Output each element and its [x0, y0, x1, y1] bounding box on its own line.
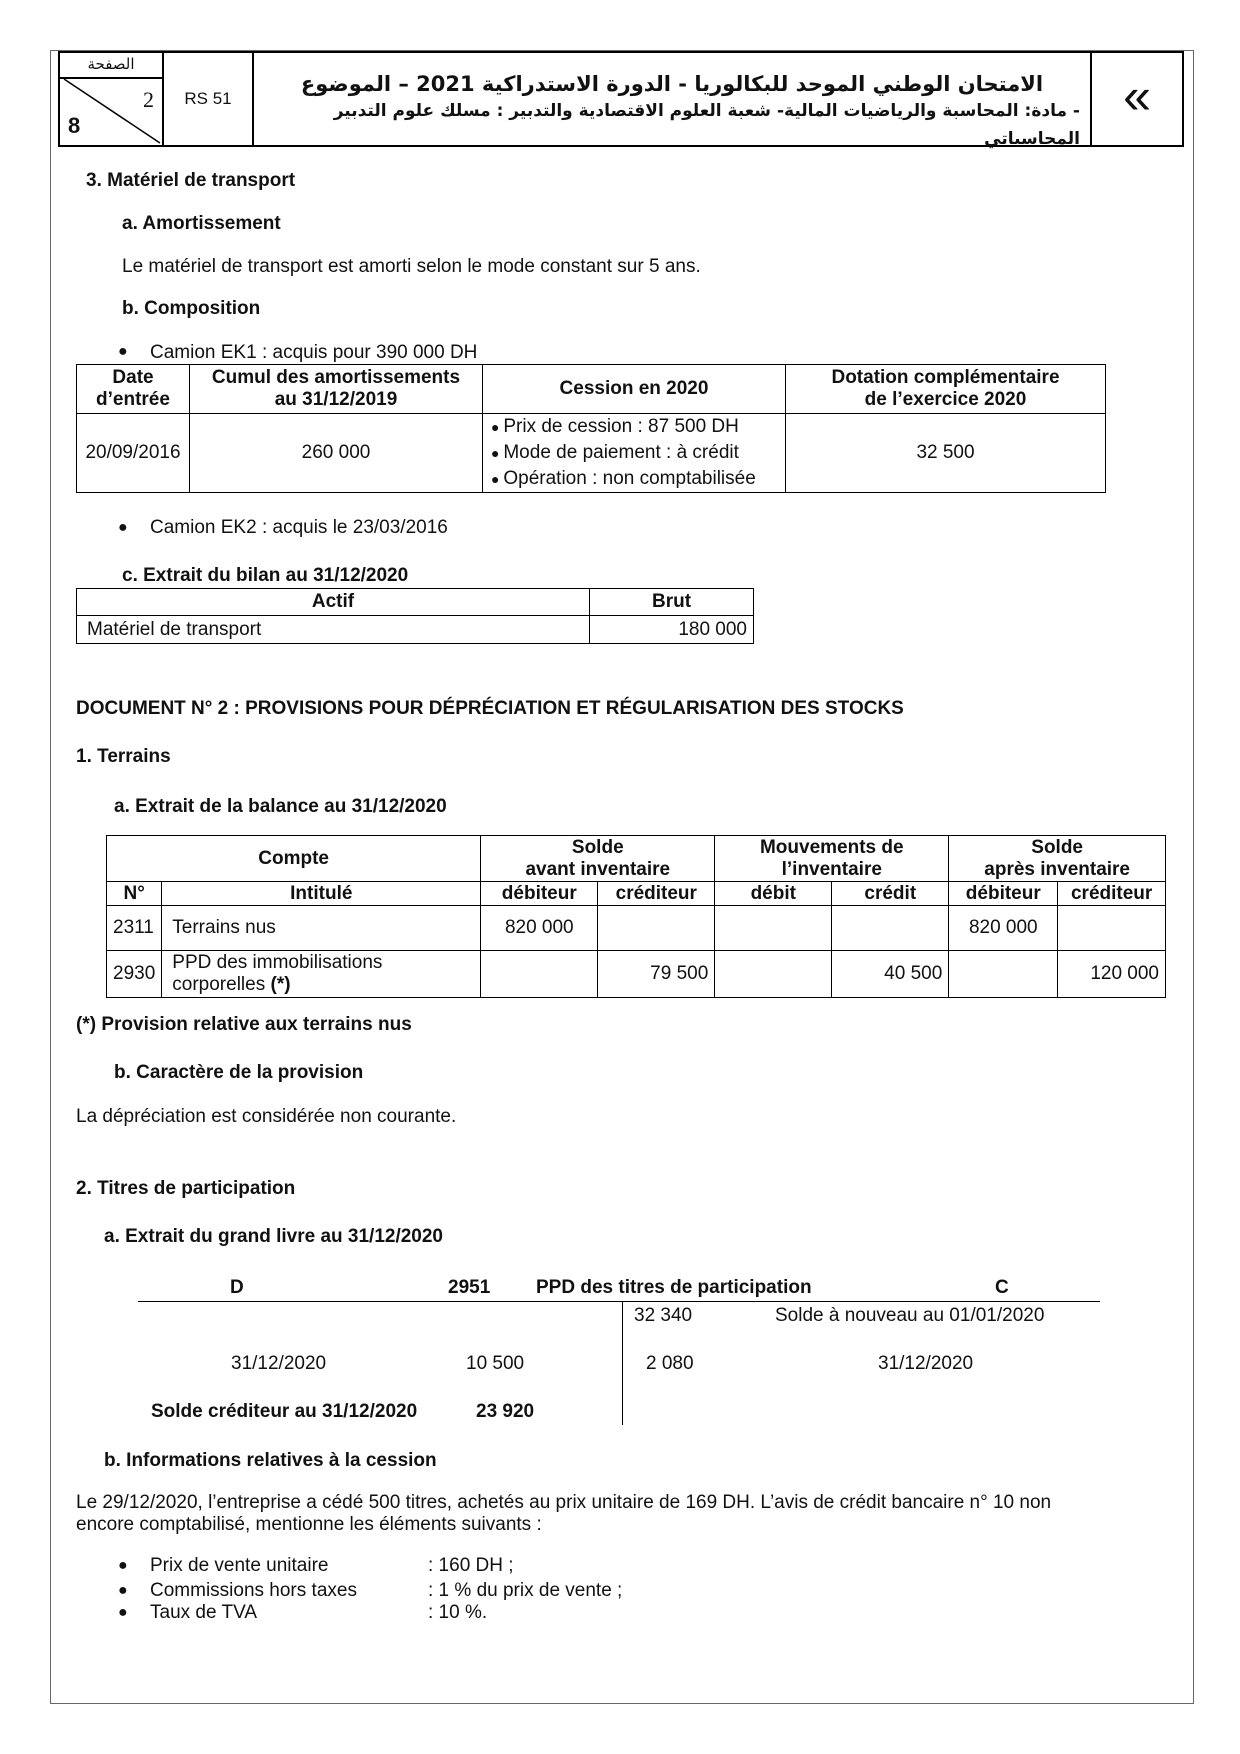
- ledger-date: 31/12/2020: [231, 1353, 327, 1374]
- bullet-icon: ●: [118, 1557, 128, 1574]
- table-header: débiteur: [481, 882, 598, 906]
- bullet-icon: ●: [118, 343, 128, 360]
- ledger-balance-label: Solde créditeur au 31/12/2020: [151, 1401, 418, 1422]
- table-cell: 32 500: [786, 414, 1106, 493]
- table-cell: PPD des immobilisations corporelles (*): [162, 951, 481, 998]
- ledger-account-number: 2951: [448, 1277, 491, 1298]
- table-cell: 820 000: [949, 906, 1058, 951]
- table-header: Brut: [590, 589, 754, 616]
- paragraph: La dépréciation est considérée non courante.: [76, 1106, 457, 1127]
- list-item: Camion EK1 : acquis pour 390 000 DH: [150, 342, 478, 363]
- ledger-debit-label: D: [230, 1277, 244, 1298]
- exam-header: [58, 51, 1184, 147]
- table-cell: [832, 906, 949, 951]
- table-cell: [949, 951, 1058, 998]
- subsection-title: a. Extrait du grand livre au 31/12/2020: [104, 1226, 443, 1247]
- table-cell: Terrains nus: [162, 906, 481, 951]
- bullet-icon: ●: [491, 445, 504, 461]
- table-header: Solde après inventaire: [949, 836, 1166, 882]
- table-cell: 40 500: [832, 951, 949, 998]
- ledger-credit-label: C: [995, 1277, 1009, 1298]
- table-cell: 2311: [107, 906, 162, 951]
- exam-logo: «: [1123, 68, 1151, 124]
- table-header: Mouvements de l’inventaire: [715, 836, 949, 882]
- table-cell: 2930: [107, 951, 162, 998]
- subsection-title: b. Caractère de la provision: [114, 1062, 364, 1083]
- paragraph: Le 29/12/2020, l’entreprise a cédé 500 titres, achetés au prix unitaire de 169 DH. L’avis de crédit bancaire n° 10 non: [76, 1492, 1052, 1513]
- exam-title: [254, 53, 1092, 149]
- ledger-label: Solde à nouveau au 01/01/2020: [775, 1305, 1045, 1326]
- table-header: Dotation complémentaire de l’exercice 2020: [786, 365, 1106, 414]
- bullet-icon: ●: [118, 519, 128, 536]
- list-item-value: : 10 %.: [428, 1602, 488, 1623]
- table-note: (*) Provision relative aux terrains nus: [76, 1014, 412, 1035]
- bullet-icon: ●: [491, 471, 504, 487]
- table-cell: [1058, 906, 1166, 951]
- balance-table: [106, 835, 1166, 998]
- ledger-amount: 10 500: [466, 1353, 525, 1374]
- ledger-date: 31/12/2020: [878, 1353, 974, 1374]
- table-header: Intitulé: [162, 882, 481, 906]
- paragraph: encore comptabilisé, mentionne les éléments suivants :: [76, 1514, 542, 1535]
- ledger-account-name: PPD des titres de participation: [536, 1277, 812, 1298]
- document-title: DOCUMENT N° 2 : PROVISIONS POUR DÉPRÉCIATION ET RÉGULARISATION DES STOCKS: [76, 698, 904, 719]
- ledger-vertical-line: [622, 1301, 623, 1425]
- list-item-value: : 160 DH ;: [428, 1555, 514, 1576]
- bilan-table: [76, 588, 754, 644]
- table-cell: 260 000: [190, 414, 483, 493]
- page-number-box: [60, 53, 164, 145]
- table-header: créditeur: [1058, 882, 1166, 906]
- table-cell: 20/09/2016: [77, 414, 190, 493]
- table-cell: Matériel de transport: [77, 616, 590, 644]
- subsection-title: b. Informations relatives à la cession: [104, 1450, 437, 1471]
- list-item-label: Prix de vente unitaire: [150, 1555, 329, 1576]
- list-item: Camion EK2 : acquis le 23/03/2016: [150, 517, 448, 538]
- section-title: 3. Matériel de transport: [86, 170, 296, 191]
- table-cell: [715, 906, 832, 951]
- table-cell: ● Prix de cession : 87 500 DH ● Mode de paiement : à crédit ● Opération : non comptabilisée: [483, 414, 786, 493]
- section-title: 1. Terrains: [76, 746, 171, 767]
- table-header: débit: [715, 882, 832, 906]
- bullet-icon: ●: [118, 1582, 128, 1599]
- table-header: Cumul des amortissements au 31/12/2019: [190, 365, 483, 414]
- table-row: [107, 906, 1166, 951]
- table-cell: [598, 906, 715, 951]
- list-item-value: : 1 % du prix de vente ;: [428, 1580, 623, 1601]
- table-header: Cession en 2020: [483, 365, 786, 414]
- exam-title-line2: - مادة: المحاسبة والرياضيات المالية- شعبة العلوم الاقتصادية والتدبير : مسلك علوم التدبير المحاسباتي: [333, 101, 1080, 149]
- table-header: débiteur: [949, 882, 1058, 906]
- table-header: créditeur: [598, 882, 715, 906]
- ledger-amount: 32 340: [634, 1305, 693, 1326]
- table-header: N°: [107, 882, 162, 906]
- table-header: Compte: [107, 836, 481, 882]
- subsection-title: c. Extrait du bilan au 31/12/2020: [122, 565, 409, 586]
- ledger-balance-value: 23 920: [476, 1401, 535, 1422]
- bullet-icon: ●: [491, 419, 504, 435]
- subsection-title: a. Amortissement: [122, 213, 281, 234]
- page-total: 8: [68, 113, 81, 138]
- table-header: crédit: [832, 882, 949, 906]
- section-title: 2. Titres de participation: [76, 1178, 296, 1199]
- list-item-label: Taux de TVA: [150, 1602, 258, 1623]
- table-header: Date d’entrée: [77, 365, 190, 414]
- subsection-title: b. Composition: [122, 298, 261, 319]
- table-cell: 820 000: [481, 906, 598, 951]
- table-header: Solde avant inventaire: [481, 836, 715, 882]
- table-cell: 79 500: [598, 951, 715, 998]
- list-item-label: Commissions hors taxes: [150, 1580, 357, 1601]
- table-cell: [481, 951, 598, 998]
- table-cell: 120 000: [1058, 951, 1166, 998]
- subsection-title: a. Extrait de la balance au 31/12/2020: [114, 796, 447, 817]
- table-row: [107, 951, 1166, 998]
- ledger-horizontal-line: [138, 1301, 1100, 1302]
- table-cell: [715, 951, 832, 998]
- exam-code: RS 51: [164, 53, 254, 145]
- table-header: Actif: [77, 589, 590, 616]
- bullet-icon: ●: [118, 1604, 128, 1621]
- page-current: 2: [143, 87, 154, 112]
- paragraph: Le matériel de transport est amorti selon le mode constant sur 5 ans.: [122, 256, 701, 277]
- table-cell: 180 000: [590, 616, 754, 644]
- page-label: الصفحة: [60, 55, 162, 79]
- ledger-amount: 2 080: [646, 1353, 694, 1374]
- exam-title-line1: الامتحان الوطني الموحد للبكالوريا - الدورة الاستدراكية 2021 – الموضوع: [300, 72, 1044, 96]
- ek1-table: [76, 364, 1106, 493]
